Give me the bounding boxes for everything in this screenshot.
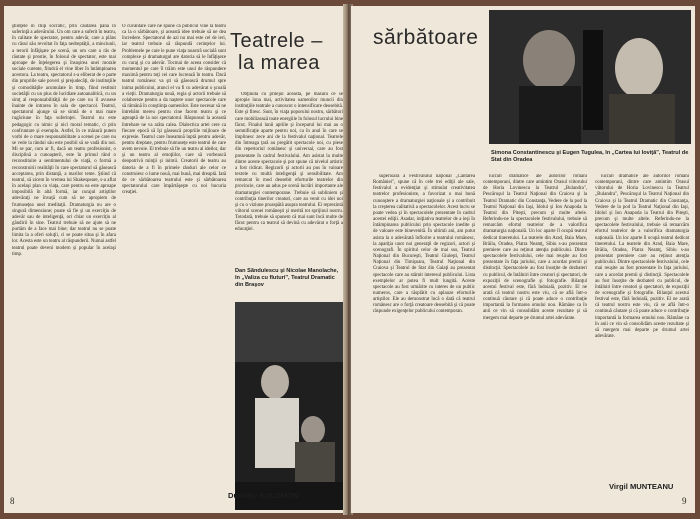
page-number-left: 8	[10, 496, 15, 506]
column-text: lucrări dramatice ale autorilor români contemporani, dintre care amintim Orasul viitorului de Horia Lovinescu la Teatrul „Bulandra", Pescăruşul la Teatrul Naţional din Craiova şi la Teatrul Dramatic din Constanţa, Vedere de la pod la Teatrul Naţional din Iaşi, Idolul şi Ion Anapoda la Teatrul din Piteşti, precum şi multe altele. Referindu-ne la spectacolele festivalului, trebuie să remarcăm efortul teatrelor de a valorifica dramaturgia naţională. Un loc aparte îl ocupă teatrul dedicat tineretului. La teatrele din Arad, Baia Mare, Brăila, Oradea, Piatra Neamţ, Sibiu s-au prezentat premiere care au reţinut atenţia publicului. Dintre spectacolele festivalului, cele mai reuşite au fost prezentate în faţa juriului, care a acordat premii şi distincţii. Spectacolele au fost însoţite de dezbateri cu publicul, de întâlniri între creatori şi spectatori, de expoziţii de scenografie şi fotografie. Bilanţul acestui festival este, fără îndoială, pozitiv. El ne arată că teatrul nostru este viu, că se află într-o continuă căutare şi că poate aduce o contribuţie importantă la formarea omului nou. Rămâne ca în anii ce vin să consolidăm aceste rezultate şi să mergem mai departe pe drumul artei adevărate.	[595, 174, 689, 340]
title-line-1: Teatrele –	[230, 30, 323, 52]
right-page-column-2	[483, 174, 587, 496]
left-page-column-1	[12, 24, 116, 470]
right-page-column-1	[373, 174, 475, 496]
actors-photo	[235, 302, 343, 510]
photo-left-caption: Dan Săndulescu şi Nicolae Manolache, în „Valiza cu fluturi", Teatrul Dramatic din Braşov	[235, 268, 339, 288]
title-line-2: la marea	[238, 52, 320, 74]
article-title	[230, 30, 323, 74]
left-page-column-3	[235, 92, 343, 258]
actors-photo	[489, 10, 691, 144]
left-page-column-2	[122, 24, 226, 470]
author-left: Dumitru SOLOMON	[228, 491, 299, 500]
author-right: Virgil MUNTEANU	[609, 482, 674, 491]
left-page	[4, 6, 347, 513]
column-text: Obţinută cu prilejul aceasta, pe măsură ce se apropie luna mai, activitatea oamenilor muncii din instituţiile teatrale a cunoscut o intensificare deosebită. Este şi firesc. Sunt, în viaţa poporului nostru, sărbători care mobilizează toate energiile în folosul lucrului bine făcut. Finalul lunii aprilie şi începutul lui mai au o semnificaţie aparte pentru noi, ca în anul în care se împlinesc zece ani de la festivalul naţional. Teatrele din întreaga ţară au pregătit spectacole noi, cu piese din repertoriul românesc şi universal, care au fost prezentate în cadrul festivalului. Am asistat la multe dintre aceste spectacole şi pot spune că nivelul artistic a fost ridicat. Regizorii şi actorii au pus în valoare textele cu multă inteligenţă şi sensibilitate. Am remarcat în mod deosebit eforturile teatrelor din provincie, care au adus pe scenă lucrări importante ale dramaturgiei contemporane. Trebuie să subliniem şi contribuţia tinerilor creatori, care au venit cu idei noi şi cu o viziune proaspătă asupra teatrului. Ei reprezintă viitorul scenei româneşti şi merită tot sprijinul nostru. Totodată, trebuie să spunem că mai sunt încă multe de făcut pentru ca teatrul să devină cu adevărat o forţă a educaţiei.	[235, 92, 343, 233]
article-title-continued: sărbătoare	[373, 26, 479, 49]
theatre-photo-right	[489, 10, 691, 144]
column-text: O cuvântare care ne spune că publicul vine la teatru ca la o sărbătoare, şi această idee trebuie să ne dea încredere. Spectatorul de azi nu mai este cel de ieri, iar teatrul trebuie să răspundă cerinţelor lui. Problemele pe care le pune viaţa noastră socială sunt complexe şi dramaturgul are datoria să le înfăţişeze cu curaj şi cu adevăr. Tocmai de aceea consider că momentul pe care îl trăim este unul de răspundere maximă pentru toţi cei care lucrează în teatru. Dacă teatrul românesc va şti să găsească drumul spre inima publicului, atunci el va fi cu adevărat o şcoală a vieţii. Dramaturgia nouă, regia şi actorii trebuie să colaboreze pentru a da naştere unor spectacole care să rămână în conştiinţa oamenilor. Este necesar să ne întrebăm mereu pentru cine facem teatru şi ce aşteaptă de la noi spectatorul. Răspunsul la această întrebare ne va arăta calea. Dialectica artei cere ca fiecare epocă să îşi găsească propriile mijloace de expresie. Teatrul care înseamnă luptă pentru adevăr, pentru dreptate, pentru frumuseţe este teatrul de care avem nevoie. El trebuie să fie un teatru al ideilor, dar şi un teatru al emoţiilor, care să vorbească deopotrivă minţii şi inimii. Creatorii de teatru au datoria de a fi în primele rânduri ale celor ce construiesc o lume nouă, mai bună, mai dreaptă. Iată de ce sărbătoarea teatrului este şi sărbătoarea spectatorului care împărtăşeşte cu noi bucuria creaţiei.	[122, 24, 226, 196]
right-page-column-3	[595, 174, 689, 480]
column-text: lucrări dramatice ale autorilor români contemporani, dintre care amintim Orasul viitorului de Horia Lovinescu la Teatrul „Bulandra", Pescăruşul la Teatrul Naţional din Craiova şi la Teatrul Dramatic din Constanţa, Vedere de la pod la Teatrul Naţional din Iaşi, Idolul şi Ion Anapoda la Teatrul din Piteşti, precum şi multe altele. Referindu-ne la spectacolele festivalului, trebuie să remarcăm efortul teatrelor de a valorifica dramaturgia naţională. Un loc aparte îl ocupă teatrul dedicat tineretului. La teatrele din Arad, Baia Mare, Brăila, Oradea, Piatra Neamţ, Sibiu s-au prezentat premiere care au reţinut atenţia publicului. Dintre spectacolele festivalului, cele mai reuşite au fost prezentate în faţa juriului, care a acordat premii şi distincţii. Spectacolele au fost însoţite de dezbateri cu publicul, de întâlniri între creatori şi spectatori, de expoziţii de scenografie şi fotografie. Bilanţul acestui festival este, fără îndoială, pozitiv. El ne arată că teatrul nostru este viu, că se află într-o continuă căutare şi că poate aduce o contribuţie importantă la formarea omului nou. Rămâne ca în anii ce vin să consolidăm aceste rezultate şi să mergem mai departe pe drumul artei adevărate.	[483, 174, 587, 321]
photo-right-caption: Simona Constantinescu şi Eugen Tugulea, în „Cartea lui Ioviţă", Teatrul de Stat din Oradea	[491, 150, 689, 163]
right-page	[351, 6, 695, 513]
column-text: ştiinţele în chip socratic, prin căutarea până în suferinţă a adevărului. Un om care a suferit în teatru, în calitate de spectator, pentru adevăr, care a plâns cu râsul său revoltat în faţa nedreptăţii, a minciunii, a terorii înfăţişate pe scenă, un om care a râs de răutate şi prostie, în folosul de spectator, este mai aproape de înţelegerea şi însuşirea unei morale sociale curente, fiindcă el vine liber în întâmpinarea acestora. La teatru, spectatorul s-a eliberat de o parte din propriile sale poveri şi prejudecăţi, de instituţiile şi comodităţile acumulate în timp, fiind restituit societăţii cu un plus de lucidiate autoanalitică, cu un simţ al responsabilităţii de pe care nu îl avusese înainte de intrarea în sala de spectacol. Teatrul, spectatorul ajunge să se simtă de o mai mare rugăciune în faţa suferinţei. Teatrul nu este pedagogic cu nimic şi nici moral tematic, ci prin confruntare şi exemplu. Astfel, în ce măsură putem vorbi de o mare responsabilitate a scenei pe care nu se vede la rândul său este posibil să se vadă din noi. Mi se par, cum ar fi, dacă un teatru profesionist, o disciplină a cunoaşterii, este în primul rând o reconstituire a sentimentului de viaţă, o formă a reconstruirii realităţii în care spectatorul să găsească acceptarea, prin distanţă, a marilor teme. Ştiind că teatrul, să zicem în vremea lui Shakespeare, s-a aflat în acelaşi plan cu viaţa, care pentru ea este aproape imposibilă în altă formă, iar curajul artiştilor adevăraţi ne învaţă cum să ne apropiem de frumuseţea unei meditaţii. Dramaturgia nu are o singură dimensiune; poate să fie şi un exerciţiu de adevăr sau de inteligenţă, ori chiar un exerciţiu al gândirii în sine. Teatrul trebuie să ne ajute să ne purtăm de a face mai bine; dar teatrul nu se poate limita la a oferi soluţii, ci se poate situa şi în afara lor. Acesta este un teatru al răspunderii. Numai astfel teatrul poate deveni modern şi popular în acelaşi timp.	[12, 24, 116, 257]
theatre-photo-left	[235, 302, 343, 510]
column-text: superioară a Festivalului naţional „Cântarea României", spune că în cele trei ediţii ale sale, festivalul a evidenţiat şi stimulat creativitatea teatrelor profesioniste, a favorizat o mai bună cunoaştere a dramaturgiei naţionale şi a contribuit la creşterea calitativă a spectacolelor. Acest lucru se poate vedea şi în spectacolele prezentate în cadrul acestei ediţii. Asadar, iniţiativa teatrelor de a ieşi în întâmpinarea publicului prin spectacole inedite şi de valoare este binevenită. În ultimii ani, am putut asista la o adevărată înflorire a teatrului românesc, la apariţia unor noi generaţii de regizori, actori şi scenografi. În spiritul celor de mai sus, Teatrul Naţional din Bucureşti, Teatrul Giuleşti, Teatrul Naţional din Timişoara, Teatrul Naţional din Craiova şi Teatrul de Stat din Galaţi au prezentat spectacole care au stârnit interesul publicului. Lista exemplelor ar putea fi mult lungită. Aceste spectacole au fost urmărite cu interes de un public numeros, care a răsplătit cu aplauze eforturile artiştilor. Ele au demonstrat încă o dată că teatrul românesc are o forţă creatoare deosebită şi că poate răspunde exigenţelor publicului contemporan.	[373, 174, 475, 315]
page-number-right: 9	[682, 496, 687, 506]
